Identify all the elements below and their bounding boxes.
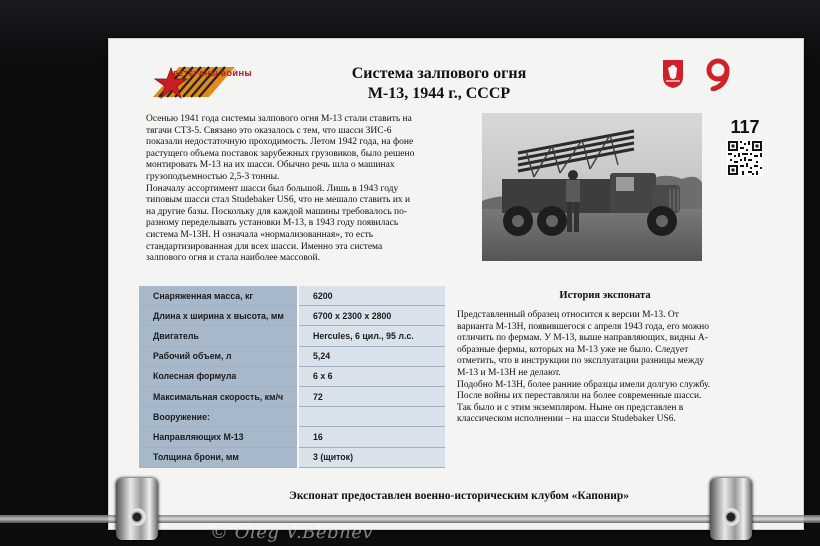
screw-icon <box>128 508 146 526</box>
spec-row <box>139 326 445 346</box>
spec-value: Hercules, 6 цил., 95 л.с. <box>298 326 445 346</box>
spec-label: Колесная формула <box>139 366 298 386</box>
title-line-1: Система залпового огня <box>351 65 527 82</box>
page-title <box>289 64 589 104</box>
spec-label: Рабочий объем, л <box>139 346 298 366</box>
spec-label: Двигатель <box>139 326 298 346</box>
specs-table <box>139 286 445 468</box>
spec-value: 3 (щиток) <box>298 447 445 467</box>
spec-value: 6 х 6 <box>298 366 445 386</box>
spec-row <box>139 286 445 306</box>
spec-value: 16 <box>298 427 445 447</box>
spec-label: Длина х ширина х высота, мм <box>139 306 298 326</box>
title-line-2: М-13, 1944 г., СССР <box>367 85 511 102</box>
history-title: История экспоната <box>559 290 651 301</box>
intro-text: Осенью 1941 года системы залпового огня М-13 стали ставить на тягачи СТЗ-5. Связано это оказалось с тем, что шасси ЗИС-6 показали недостаточную проходимость. Летом 1942 года, на фоне растущего объема поставок зарубежных грузовиков, было решено монтировать М-13 на их шасси. Обычно речь шла о машинах грузоподъемностью 2,5-3 тонны. Поначалу ассортимент шасси был большой. Лишь в 1943 году типовым шасси стал Studebaker US6, что не мешало ставить их и на другие базы. Поскольку для каждой машины требовалось по- разному переделывать установки М-13, в 1943 году появилась система М-13Н. Н означала «нормализованная», то есть стандартизированная для всех шасси. Именно эта система залпового огня и стала наиболее массовой. <box>146 114 415 264</box>
qr-code-icon[interactable] <box>727 140 763 176</box>
spec-row <box>139 366 445 386</box>
spec-value <box>298 407 445 427</box>
exhibit-placard <box>108 38 804 530</box>
footer-credit: Экспонат предоставлен военно-историческим клубом «Капонир» <box>289 490 629 502</box>
spec-label: Снаряженная масса, кг <box>139 286 298 306</box>
spec-value: 6700 х 2300 х 2800 <box>298 306 445 326</box>
spec-value: 5,24 <box>298 346 445 366</box>
spec-row <box>139 386 445 406</box>
history-text: Представленный образец относится к версии М-13. От варианта М-13Н, появившегося с апреля 1943 года, его можно отличить по фермам. У М-13, выше направляющих, видны А- образные фермы, которых на М-13 уже не было. Следует отметить, что в инструкции по эксплуатации разницы между М-13 и М-13Н не делают. Подобно М-13Н, более ранние образцы имели долгую службу. После войны их переставляли на более современные шасси. Так было и с этим экземпляром. Ныне он представлен в классическом исполнении – на шасси Studebaker US6. <box>457 310 711 425</box>
moscow-emblem-icon <box>662 59 684 89</box>
logo-text: ВЕТЕРАНЫ ВОЙНЫ <box>173 70 252 78</box>
nine-logo-icon <box>701 57 735 91</box>
spec-label: Толщина брони, мм <box>139 447 298 467</box>
spec-row <box>139 306 445 326</box>
spec-label: Вооружение: <box>139 407 298 427</box>
spec-row <box>139 346 445 366</box>
left-clamp <box>116 478 158 540</box>
exhibit-number: 117 <box>730 117 760 137</box>
spec-row <box>139 447 445 467</box>
spec-row <box>139 407 445 427</box>
screw-icon <box>722 508 740 526</box>
photo-watermark: © Oleg V.Bebnev <box>210 522 374 543</box>
historic-photo <box>482 113 702 261</box>
spec-label: Максимальная скорость, км/ч <box>139 386 298 406</box>
right-clamp <box>710 478 752 540</box>
spec-value: 6200 <box>298 286 445 306</box>
spec-value: 72 <box>298 386 445 406</box>
veterans-logo-icon <box>149 59 239 107</box>
spec-row <box>139 427 445 447</box>
spec-label: Направляющих М-13 <box>139 427 298 447</box>
